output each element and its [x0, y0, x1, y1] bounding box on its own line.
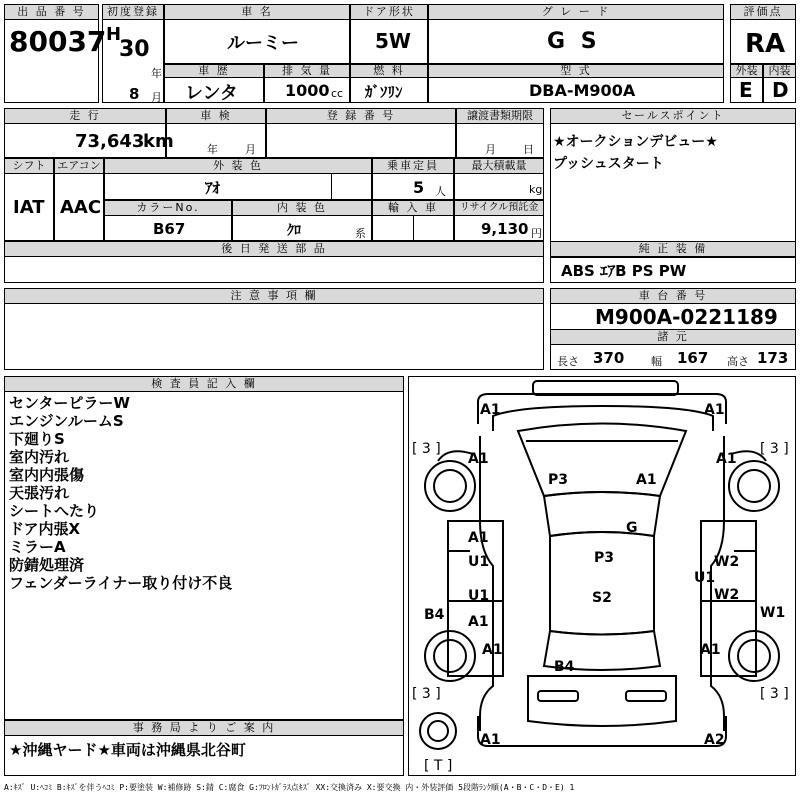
door-rear-left: [448, 601, 503, 676]
front-bumper: [478, 394, 726, 424]
sales-point-cell: [550, 108, 796, 258]
history-label: 車 歴: [164, 64, 264, 78]
mark-door-fr-top: W2: [714, 554, 740, 570]
office-value: ★沖縄ヤード★車両は沖縄県北谷町: [9, 741, 246, 759]
sales-point-line: プッシュスタート: [553, 156, 664, 172]
tyre-front-left-outer: [425, 461, 475, 511]
history-value: レンタ: [185, 83, 238, 104]
color-no-label: カラーNo.: [104, 200, 232, 216]
body-left-side: [480, 436, 493, 731]
mark-sill-r: W1: [760, 605, 786, 621]
ext-color-value: ｱｵ: [205, 179, 221, 197]
capacity-value: 5: [413, 178, 425, 197]
shift-value: IAT: [13, 197, 45, 218]
exterior-value: E: [739, 78, 753, 102]
displacement-value: 1000: [285, 81, 330, 100]
mileage-label: 走 行: [4, 108, 166, 124]
mark-sill-l: B4: [424, 607, 445, 623]
mark-tyre-fr: [ 3 ]: [760, 441, 789, 457]
year-unit: 年: [151, 67, 162, 80]
exterior-cell: [730, 64, 763, 103]
mark-rear-bumper-l: A1: [480, 732, 501, 748]
mark-front-bumper-l: A1: [480, 402, 501, 418]
capacity-unit: 人: [435, 185, 446, 198]
ext-color-cell: [104, 158, 372, 200]
mirror-right: [734, 526, 756, 551]
inspector-note: 防錆処理済: [9, 556, 85, 574]
width-value: 167: [677, 349, 709, 367]
inspector-list: [9, 394, 232, 592]
mark-front-bumper-r: A1: [704, 402, 725, 418]
tyre-front-right-outer: [729, 461, 779, 511]
transfer-label: 譲渡書類期限: [456, 108, 544, 124]
caution-cell: [4, 288, 544, 370]
door-value: 5W: [375, 29, 411, 53]
int-color-cell: [232, 200, 372, 241]
model-cell: [428, 64, 724, 103]
mark-tyre-fl: [ 3 ]: [412, 441, 441, 457]
exterior-label: 外装: [730, 64, 763, 78]
mark-roof: P3: [594, 550, 615, 566]
chassis-cell: [550, 288, 796, 370]
mark-door-fl-top: A1: [468, 530, 489, 546]
later-parts-cell: [4, 241, 544, 283]
score-value: RA: [745, 29, 786, 59]
length-value: 370: [593, 349, 625, 367]
tyre-front-left-inner: [434, 470, 466, 502]
fuel-cell: [350, 64, 428, 103]
era-letter: H: [106, 24, 122, 45]
transfer-month-unit: 月: [485, 143, 496, 156]
import-label: 輸 入 車: [372, 200, 454, 216]
inspector-label: 検 査 員 記 入 欄: [4, 376, 404, 392]
spare-tyre-inner: [428, 721, 448, 741]
shift-label: シフト: [4, 158, 54, 174]
aircon-label: エアコン: [54, 158, 104, 174]
inspector-note: エンジンルームS: [9, 412, 124, 430]
door-cell: [350, 4, 428, 64]
mileage-cell: [4, 108, 174, 158]
front-grille: [533, 381, 678, 395]
aircon-value: AAC: [60, 197, 102, 218]
grade-label: グ レ ー ド: [428, 4, 724, 20]
hood: [518, 424, 686, 497]
door-rear-right: [701, 601, 756, 676]
color-no-value: B67: [153, 220, 186, 238]
grade-value: G S: [547, 29, 601, 54]
inspector-note: センターピラーW: [9, 394, 130, 412]
spec-label: 諸 元: [550, 329, 796, 345]
inspector-note: 室内内張傷: [9, 466, 85, 484]
sales-point-label: セールスポイント: [550, 108, 796, 124]
recycle-label: リサイクル預託金: [454, 200, 544, 216]
car-diagram: [408, 376, 796, 776]
color-no-cell: [104, 200, 232, 241]
tyre-front-right-inner: [738, 470, 770, 502]
mark-fender-rl: A1: [482, 642, 503, 658]
inspector-note: 天張汚れ: [9, 484, 70, 502]
recycle-unit: 円: [531, 227, 542, 240]
lot-label: 出 品 番 号: [4, 4, 99, 20]
roof: [550, 532, 654, 635]
mark-fender-fl: A1: [468, 451, 489, 467]
mark-windshield: G: [626, 520, 638, 536]
int-color-value: ｸﾛ: [287, 223, 301, 239]
score-cell: [730, 4, 796, 64]
tyre-rear-right-inner: [738, 640, 770, 672]
first-reg-cell: [102, 4, 164, 103]
capacity-cell: [372, 158, 454, 200]
windshield: [544, 492, 660, 536]
mark-rear-bumper-r: A2: [704, 732, 725, 748]
first-reg-label: 初度登録: [102, 4, 164, 20]
ext-color-divider: [331, 174, 332, 200]
recycle-cell: [454, 200, 544, 241]
interior-cell: [763, 64, 796, 103]
year-value: 30: [119, 37, 150, 62]
history-cell: [164, 64, 264, 103]
mark-hood-l: P3: [548, 472, 569, 488]
mark-fender-rr: A1: [700, 642, 721, 658]
capacity-label: 乗車定員: [372, 158, 454, 174]
car-name-cell: [164, 4, 350, 64]
car-name-label: 車 名: [164, 4, 350, 20]
mark-tyre-rr: [ 3 ]: [760, 686, 789, 702]
car-diagram-svg: [408, 376, 796, 776]
inspector-note: ミラーA: [9, 538, 66, 556]
mark-door-rl-top: U1: [468, 588, 490, 604]
equipment-cell: [550, 241, 796, 283]
inspection-cell: [166, 108, 266, 158]
mark-door-fl-bot: U1: [468, 554, 490, 570]
lot-cell: [4, 4, 107, 103]
month-value: 8: [129, 85, 140, 103]
month-unit: 月: [151, 91, 162, 104]
inspector-note: ドア内張X: [9, 520, 81, 538]
int-color-label: 内 装 色: [232, 200, 372, 216]
equipment-value: ABS ｴｱB PS PW: [561, 262, 687, 280]
mark-spare: [ T ]: [424, 758, 453, 774]
front-panel: [493, 406, 713, 431]
tyre-rear-right-outer: [729, 631, 779, 681]
model-value: DBA-M900A: [529, 81, 636, 100]
mark-door-rl-bot: A1: [468, 614, 489, 630]
mileage-unit: km: [143, 131, 174, 152]
fuel-value: ｶﾞｿﾘﾝ: [365, 83, 403, 101]
equipment-label: 純 正 装 備: [550, 241, 796, 257]
displacement-cell: [264, 64, 350, 103]
office-cell: [4, 720, 404, 776]
office-label: 事 務 局 よ り ご 案 内: [4, 720, 404, 736]
inspection-month-unit: 月: [245, 143, 256, 156]
reg-no-cell: [266, 108, 456, 158]
tyre-rear-left-inner: [434, 640, 466, 672]
inspector-note: 下廻りS: [9, 430, 65, 448]
width-label: 幅: [651, 355, 662, 368]
caution-label: 注 意 事 項 欄: [4, 288, 544, 304]
spare-tyre-outer: [420, 713, 456, 749]
mark-tailgate: B4: [554, 659, 575, 675]
length-label: 長さ: [557, 355, 579, 368]
inspector-note: フェンダーライナー取り付け不良: [9, 574, 233, 592]
transfer-day-unit: 日: [523, 143, 534, 156]
mark-trunk-roof: S2: [592, 590, 612, 606]
mark-pillar-r: U1: [694, 570, 716, 586]
later-parts-label: 後 日 発 送 部 品: [4, 241, 544, 257]
mark-tyre-rl: [ 3 ]: [412, 686, 441, 702]
shift-cell: [4, 158, 54, 241]
max-load-label: 最大積載量: [454, 158, 544, 174]
aircon-cell: [54, 158, 104, 241]
sales-point-line: ★オークションデビュー★: [553, 134, 718, 150]
displacement-label: 排 気 量: [264, 64, 350, 78]
max-load-unit: kg: [529, 183, 543, 196]
legend: A:ｷｽﾞ U:ﾍｺﾐ B:ｷｽﾞを伴うﾍｺﾐ P:要塗装 W:補修跡 S:錆 C:腐食 G:ﾌﾛﾝﾄｶﾞﾗｽ点ｷｽﾞ XX:交換済み X:要交換 内・外装評価 5段階ﾗﾝｸ順(A・B・C・D・E) 1: [4, 783, 575, 792]
mark-hood-r: A1: [636, 472, 657, 488]
score-label: 評価点: [730, 4, 796, 20]
transfer-cell: [456, 108, 544, 158]
import-cell: [372, 200, 454, 241]
interior-value: D: [772, 78, 789, 102]
rear-lamp-right: [626, 691, 666, 701]
inspector-cell: [4, 376, 404, 720]
reg-no-label: 登 録 番 号: [266, 108, 456, 124]
fuel-label: 燃 料: [350, 64, 428, 78]
tyre-rear-left-outer: [425, 631, 475, 681]
height-label: 高さ: [727, 355, 749, 368]
inspector-note: 室内汚れ: [9, 448, 70, 466]
grade-cell: [428, 4, 724, 64]
mark-fender-fr: A1: [716, 451, 737, 467]
max-load-cell: [454, 158, 544, 200]
displacement-unit: cc: [331, 87, 344, 100]
lot-value: 80037: [9, 25, 107, 58]
height-value: 173: [757, 349, 789, 367]
import-divider: [413, 216, 414, 241]
rear-lamp-left: [538, 691, 578, 701]
inspection-year-unit: 年: [207, 143, 218, 156]
car-name-value: ルーミー: [227, 33, 299, 54]
mirror-left: [448, 526, 470, 551]
door-label: ドア形状: [350, 4, 428, 20]
chassis-label: 車 台 番 号: [550, 288, 796, 304]
inspector-note: シートへたり: [9, 502, 100, 520]
recycle-value: 9,130: [481, 220, 529, 238]
model-label: 型 式: [428, 64, 724, 78]
mileage-value: 73,643: [75, 131, 145, 152]
rear-bumper: [478, 716, 726, 746]
chassis-value: M900A-0221189: [595, 305, 778, 329]
interior-label: 内装: [763, 64, 796, 78]
mark-door-rr-top: W2: [714, 587, 740, 603]
int-color-unit: 系: [355, 227, 366, 240]
ext-color-label: 外 装 色: [104, 158, 372, 174]
inspection-label: 車 検: [166, 108, 266, 124]
